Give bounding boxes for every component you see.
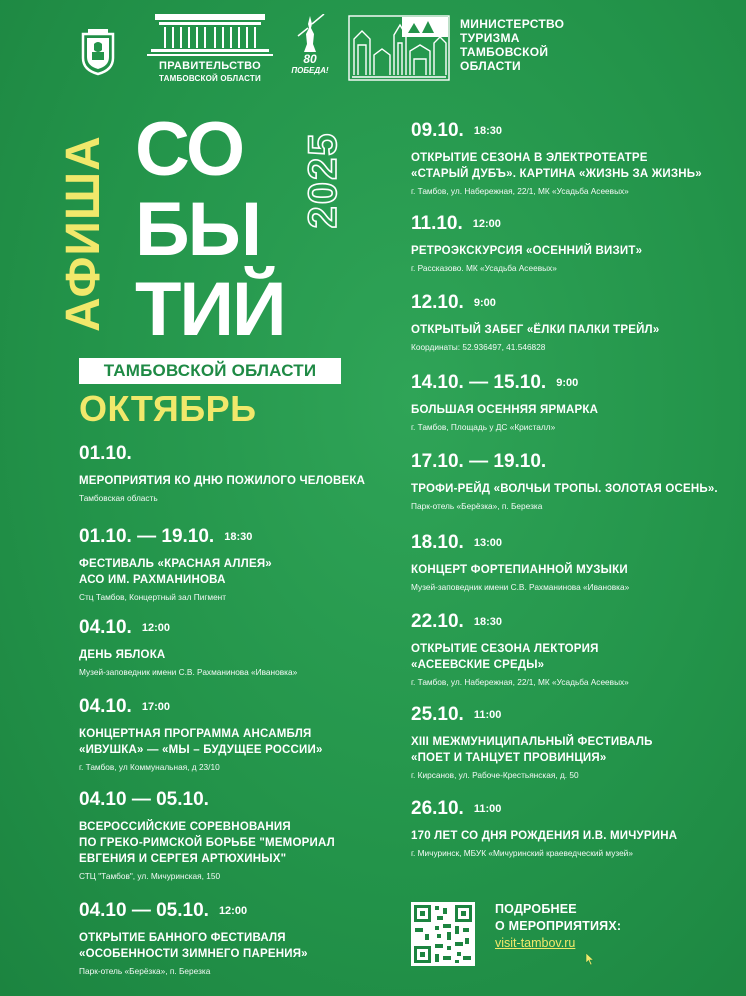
- event-date: [411, 120, 731, 142]
- event-date: [411, 213, 731, 235]
- event-date-text: 04.10.: [79, 696, 132, 717]
- victory-80-logo: [290, 14, 330, 89]
- event-time: 12:00: [141, 622, 170, 634]
- title-so: СО: [135, 107, 244, 192]
- event-title: [411, 481, 731, 497]
- event-time: 17:00: [141, 701, 170, 713]
- event-time: 18:30: [473, 616, 502, 628]
- event-title-line: ОТКРЫТЫЙ ЗАБЕГ «ЁЛКИ ПАЛКИ ТРЕЙЛ»: [411, 324, 660, 336]
- event-date-text: 26.10.: [411, 798, 464, 819]
- tambov-coat-of-arms-icon: [80, 28, 116, 76]
- event-item: [411, 372, 731, 433]
- event-title: [79, 726, 399, 758]
- event-date-text: 04.10 — 05.10.: [79, 900, 209, 921]
- event-place: Тамбовская область: [79, 493, 158, 503]
- event-date-text: 14.10. — 15.10.: [411, 372, 547, 393]
- event-title: [411, 828, 731, 844]
- event-title-line: 170 ЛЕТ СО ДНЯ РОЖДЕНИЯ И.В. МИЧУРИНА: [411, 830, 678, 842]
- event-item: [79, 443, 399, 504]
- event-title: [411, 322, 731, 338]
- event-date: [79, 900, 399, 922]
- event-place: г. Тамбов, ул Коммунальная, д 23/10: [79, 762, 220, 772]
- event-place: г. Рассказово. МК «Усадьба Асеевых»: [411, 263, 557, 273]
- event-item: [79, 789, 399, 882]
- event-title: [411, 402, 731, 418]
- event-place: Музей-заповедник имени С.В. Рахманинова «Ивановка»: [79, 667, 298, 677]
- ministry-title: [460, 17, 564, 73]
- event-item: [411, 798, 731, 859]
- event-time: 11:00: [473, 709, 502, 721]
- event-item: [79, 526, 399, 603]
- government-title: ПРАВИТЕЛЬСТВО: [159, 60, 261, 72]
- event-date: [411, 292, 731, 314]
- title-by: БЫ: [135, 187, 261, 272]
- event-date: [411, 372, 731, 394]
- event-date-text: 09.10.: [411, 120, 464, 141]
- event-time: 9:00: [473, 297, 496, 309]
- event-title-line: БОЛЬШАЯ ОСЕННЯЯ ЯРМАРКА: [411, 404, 599, 416]
- ministry-line: ТУРИЗМА: [460, 31, 520, 45]
- event-place: г. Тамбов, ул. Набережная, 22/1, МК «Усадьба Асеевых»: [411, 186, 629, 196]
- event-title: [411, 641, 731, 673]
- event-title: [79, 647, 399, 663]
- event-title-line: «ПОЕТ И ТАНЦУЕТ ПРОВИНЦИЯ»: [411, 752, 607, 764]
- ministry-line: МИНИСТЕРСТВО: [460, 17, 565, 31]
- event-title-line: «АСЕЕВСКИЕ СРЕДЫ»: [411, 659, 545, 671]
- event-title-line: ПО ГРЕКО-РИМСКОЙ БОРЬБЕ "МЕМОРИАЛ: [79, 837, 335, 849]
- event-date: [79, 696, 399, 718]
- event-time: 18:30: [224, 531, 253, 543]
- event-title-line: ОТКРЫТИЕ СЕЗОНА ЛЕКТОРИЯ: [411, 643, 599, 655]
- event-item: [411, 213, 731, 274]
- ministry-line: ОБЛАСТИ: [460, 59, 521, 73]
- event-place: г. Тамбов, Площадь у ДС «Кристалл»: [411, 422, 556, 432]
- qr-code-icon[interactable]: [411, 902, 475, 966]
- event-title-line: ЕВГЕНИЯ И СЕРГЕЯ АРТЮХИНЫХ": [79, 853, 287, 865]
- event-title-line: «ИВУШКА» — «МЫ – БУДУЩЕЕ РОССИИ»: [79, 744, 323, 756]
- event-date-text: 11.10.: [411, 213, 463, 234]
- event-title-line: XIII МЕЖМУНИЦИПАЛЬНЫЙ ФЕСТИВАЛЬ: [411, 736, 653, 748]
- event-date-text: 22.10.: [411, 611, 464, 632]
- event-title: [79, 819, 399, 867]
- event-date-text: 12.10.: [411, 292, 464, 313]
- website-link[interactable]: visit-tambov.ru: [495, 936, 576, 950]
- event-title-line: ОТКРЫТИЕ БАННОГО ФЕСТИВАЛЯ: [79, 932, 286, 944]
- event-item: [79, 617, 399, 678]
- event-title-line: ОТКРЫТИЕ СЕЗОНА В ЭЛЕКТРОТЕАТРЕ: [411, 152, 648, 164]
- event-date-text: 18.10.: [411, 532, 464, 553]
- event-date: [79, 617, 399, 639]
- event-title: [79, 473, 399, 489]
- event-date: [411, 611, 731, 633]
- event-place: Координаты: 52.936497, 41.546828: [411, 342, 546, 352]
- title-tiy: ТИЙ: [135, 267, 285, 352]
- ministry-line: ТАМБОВСКОЙ: [460, 45, 549, 59]
- more-info-line: ПОДРОБНЕЕ: [495, 902, 577, 916]
- more-info-line: О МЕРОПРИЯТИЯХ:: [495, 919, 622, 933]
- government-building-icon: [145, 14, 275, 58]
- event-time: 9:00: [556, 377, 579, 389]
- event-date-text: 04.10.: [79, 617, 132, 638]
- pointer-cursor-icon: [585, 952, 595, 966]
- event-title: [411, 562, 731, 578]
- event-place: Парк-отель «Берёзка», п. Березка: [411, 501, 543, 511]
- event-item: [411, 451, 731, 512]
- ministry-tourism-logo-icon: [348, 15, 450, 81]
- event-title-line: АСО ИМ. РАХМАНИНОВА: [79, 574, 226, 586]
- event-title-line: МЕРОПРИЯТИЯ КО ДНЮ ПОЖИЛОГО ЧЕЛОВЕКА: [79, 475, 366, 487]
- year-vertical: 2025: [301, 131, 345, 229]
- afisha-vertical-title: АФИША: [57, 135, 110, 332]
- event-item: [411, 120, 731, 197]
- motherland-statue-icon: [290, 14, 330, 54]
- event-place: г. Мичуринск, МБУК «Мичуринский краеведческий музей»: [411, 848, 633, 858]
- month-title: ОКТЯБРЬ: [79, 388, 257, 429]
- event-title: [411, 734, 731, 766]
- event-title-line: КОНЦЕРТ ФОРТЕПИАННОЙ МУЗЫКИ: [411, 564, 628, 576]
- event-title-line: «СТАРЫЙ ДУБЪ». КАРТИНА «ЖИЗНЬ ЗА ЖИЗНЬ»: [411, 168, 702, 180]
- event-time: 12:00: [472, 218, 501, 230]
- event-place: г. Кирсанов, ул. Рабоче-Крестьянская, д. 50: [411, 770, 579, 780]
- event-place: Стц Тамбов, Концертный зал Пигмент: [79, 592, 227, 602]
- more-info-text: [495, 901, 621, 935]
- event-item: [411, 611, 731, 688]
- victory-word: ПОБЕДА!: [291, 66, 329, 75]
- event-place: г. Тамбов, ул. Набережная, 22/1, МК «Усадьба Асеевых»: [411, 677, 629, 687]
- event-place: Музей-заповедник имени С.В. Рахманинова «Ивановка»: [411, 582, 630, 592]
- event-title: [411, 243, 731, 259]
- event-date-text: 01.10. — 19.10.: [79, 526, 215, 547]
- event-title: [79, 930, 399, 962]
- event-title-line: ВСЕРОССИЙСКИЕ СОРЕВНОВАНИЯ: [79, 821, 291, 833]
- event-date-text: 17.10. — 19.10.: [411, 451, 547, 472]
- event-date: [411, 704, 731, 726]
- government-subtitle: ТАМБОВСКОЙ ОБЛАСТИ: [159, 74, 261, 83]
- event-time: 11:00: [473, 803, 502, 815]
- victory-number: 80: [303, 52, 317, 66]
- event-item: [411, 704, 731, 781]
- event-place: СТЦ "Тамбов", ул. Мичуринская, 150: [79, 871, 221, 881]
- event-item: [79, 900, 399, 977]
- event-title-line: КОНЦЕРТНАЯ ПРОГРАММА АНСАМБЛЯ: [79, 728, 312, 740]
- event-title-line: РЕТРОЭКСКУРСИЯ «ОСЕННИЙ ВИЗИТ»: [411, 245, 643, 257]
- event-time: 18:30: [473, 125, 502, 137]
- event-time: 12:00: [218, 905, 248, 917]
- event-title: [79, 556, 399, 588]
- event-item: [79, 696, 399, 773]
- event-date: [411, 798, 731, 820]
- government-logo: [145, 14, 275, 84]
- event-date: [79, 443, 399, 465]
- event-time: 13:00: [473, 537, 502, 549]
- event-title-line: ФЕСТИВАЛЬ «КРАСНАЯ АЛЛЕЯ»: [79, 558, 272, 570]
- event-date-text: 04.10 — 05.10.: [79, 789, 209, 810]
- region-banner: ТАМБОВСКОЙ ОБЛАСТИ: [79, 358, 341, 384]
- event-date-text: 25.10.: [411, 704, 464, 725]
- event-title: [411, 150, 731, 182]
- event-item: [411, 292, 731, 353]
- event-place: Парк-отель «Берёзка», п. Березка: [79, 966, 211, 976]
- event-title-line: «ОСОБЕННОСТИ ЗИМНЕГО ПАРЕНИЯ»: [79, 948, 308, 960]
- event-title-line: ТРОФИ-РЕЙД «ВОЛЧЬИ ТРОПЫ. ЗОЛОТАЯ ОСЕНЬ».: [411, 483, 718, 495]
- event-date: [411, 451, 731, 473]
- event-item: [411, 532, 731, 593]
- event-date: [79, 526, 399, 548]
- event-date-text: 01.10.: [79, 443, 132, 464]
- event-date: [411, 532, 731, 554]
- event-title-line: ДЕНЬ ЯБЛОКА: [79, 649, 166, 661]
- event-date: [79, 789, 399, 811]
